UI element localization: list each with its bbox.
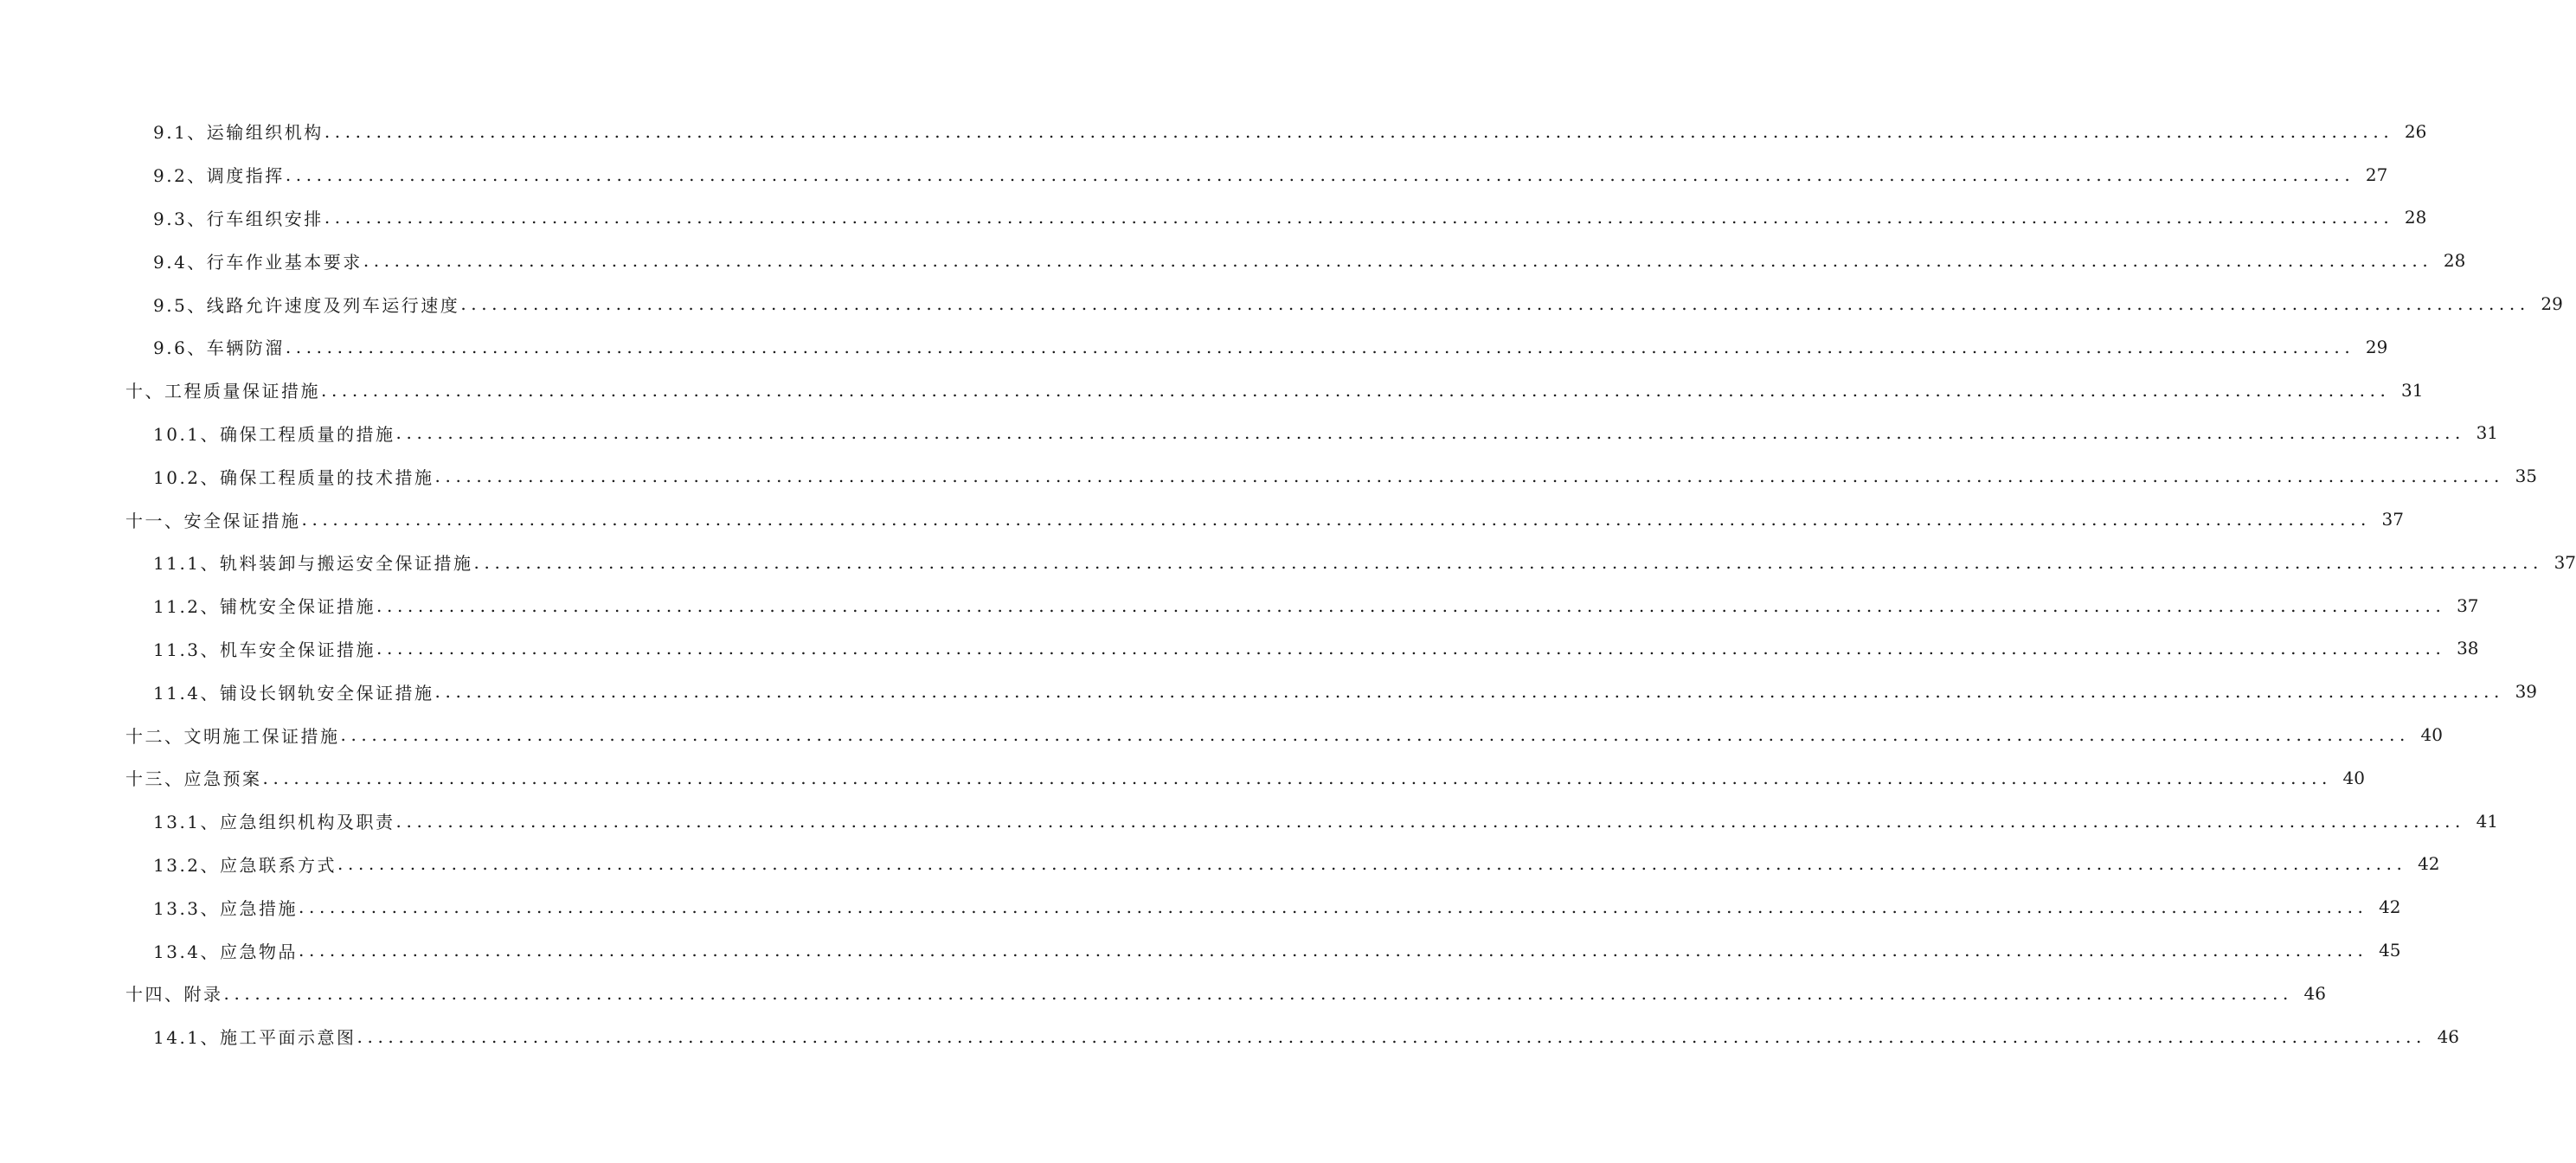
toc-entry-page-number: 37 [2457, 594, 2479, 616]
toc-entry[interactable] [0, 713, 2443, 756]
toc-dot-leader: ........................................................................................................................................................................................................ [301, 509, 2371, 530]
toc-dot-leader: ........................................................................................................................................................................................................ [299, 896, 2368, 918]
toc-entry-title: 十二、文明施工保证措施 [125, 723, 340, 748]
toc-entry-page-number: 40 [2420, 724, 2443, 746]
toc-entry-title: 十四、附录 [125, 980, 223, 1006]
toc-dot-leader: ........................................................................................................................................................................................................ [285, 164, 2355, 185]
toc-dot-leader: ........................................................................................................................................................................................................ [324, 120, 2394, 142]
toc-entry-page-number: 39 [2515, 681, 2538, 703]
toc-entry-page-number: 28 [2443, 250, 2466, 272]
toc-dot-leader: ........................................................................................................................................................................................................ [376, 638, 2446, 659]
toc-entry-title: 十一、安全保证措施 [125, 507, 301, 532]
toc-entry-page-number: 31 [2401, 379, 2424, 401]
toc-entry[interactable] [0, 885, 2401, 928]
toc-entry[interactable] [0, 454, 2538, 498]
toc-entry[interactable] [0, 196, 2427, 240]
toc-entry[interactable] [0, 369, 2424, 412]
toc-entry-page-number: 42 [2418, 853, 2440, 875]
toc-entry-title: 10.1、确保工程质量的措施 [153, 421, 395, 446]
toc-entry-title: 9.2、调度指挥 [153, 162, 285, 187]
toc-entry-page-number: 31 [2476, 422, 2499, 444]
toc-entry-page-number: 45 [2379, 940, 2401, 961]
toc-dot-leader: ........................................................................................................................................................................................................ [299, 940, 2368, 961]
toc-entry[interactable] [0, 670, 2538, 713]
toc-entry-title: 十、工程质量保证措施 [125, 377, 320, 402]
toc-entry-title: 10.2、确保工程质量的技术措施 [153, 464, 434, 489]
toc-entry[interactable] [0, 584, 2479, 627]
toc-entry-page-number: 42 [2379, 896, 2401, 918]
toc-entry[interactable] [0, 843, 2440, 886]
toc-entry[interactable] [0, 627, 2479, 671]
toc-entry-page-number: 28 [2404, 207, 2427, 228]
toc-entry-page-number: 38 [2457, 638, 2479, 659]
toc-entry[interactable] [0, 756, 2365, 800]
toc-entry[interactable] [0, 153, 2388, 196]
toc-entry-page-number: 29 [2365, 336, 2388, 357]
toc-entry[interactable] [0, 325, 2388, 369]
toc-entry[interactable] [0, 1015, 2460, 1058]
toc-entry-page-number: 27 [2365, 164, 2388, 185]
toc-entry-title: 11.3、机车安全保证措施 [153, 636, 376, 661]
table-of-contents [0, 110, 2576, 1058]
toc-entry-title: 14.1、施工平面示意图 [153, 1024, 357, 1049]
toc-entry-page-number: 37 [2381, 509, 2404, 530]
toc-entry[interactable] [0, 498, 2404, 541]
toc-dot-leader: ........................................................................................................................................................................................................ [357, 1025, 2427, 1047]
toc-entry-page-number: 35 [2515, 466, 2538, 487]
toc-entry[interactable] [0, 800, 2499, 843]
toc-entry-page-number: 41 [2476, 810, 2499, 832]
toc-entry[interactable] [0, 110, 2427, 153]
toc-entry[interactable] [0, 541, 2576, 584]
toc-dot-leader: ........................................................................................................................................................................................................ [395, 422, 2466, 444]
toc-entry[interactable] [0, 282, 2563, 325]
toc-entry-page-number: 46 [2437, 1025, 2460, 1047]
toc-dot-leader: ........................................................................................................................................................................................................ [321, 379, 2391, 401]
toc-dot-leader: ........................................................................................................................................................................................................ [460, 293, 2530, 315]
toc-entry-page-number: 26 [2404, 120, 2427, 142]
toc-entry-page-number: 46 [2303, 982, 2326, 1004]
toc-entry-title: 11.1、轨料装卸与搬运安全保证措施 [153, 549, 473, 575]
toc-entry-title: 9.1、运输组织机构 [153, 119, 324, 144]
toc-entry-title: 9.4、行车作业基本要求 [153, 248, 363, 273]
toc-entry-title: 十三、应急预案 [125, 765, 262, 790]
toc-entry[interactable] [0, 412, 2499, 455]
toc-dot-leader: ........................................................................................................................................................................................................ [223, 982, 2293, 1004]
toc-entry-title: 11.4、铺设长钢轨安全保证措施 [153, 679, 434, 704]
toc-dot-leader: ........................................................................................................................................................................................................ [376, 594, 2446, 616]
toc-entry[interactable] [0, 239, 2466, 282]
toc-entry-title: 9.6、车辆防溜 [153, 334, 285, 359]
toc-entry-title: 13.3、应急措施 [153, 895, 298, 920]
toc-dot-leader: ........................................................................................................................................................................................................ [363, 250, 2433, 272]
toc-entry[interactable] [0, 928, 2401, 972]
toc-dot-leader: ........................................................................................................................................................................................................ [285, 336, 2355, 357]
toc-entry-title: 13.1、应急组织机构及职责 [153, 808, 395, 833]
toc-entry-page-number: 37 [2554, 551, 2576, 573]
toc-dot-leader: ........................................................................................................................................................................................................ [434, 681, 2505, 703]
toc-entry[interactable] [0, 972, 2326, 1015]
toc-dot-leader: ........................................................................................................................................................................................................ [324, 207, 2394, 228]
toc-entry-title: 13.2、应急联系方式 [153, 851, 337, 877]
toc-dot-leader: ........................................................................................................................................................................................................ [395, 810, 2466, 832]
toc-dot-leader: ........................................................................................................................................................................................................ [337, 853, 2407, 875]
toc-entry-title: 13.4、应急物品 [153, 938, 298, 963]
toc-dot-leader: ........................................................................................................................................................................................................ [473, 551, 2544, 573]
toc-dot-leader: ........................................................................................................................................................................................................ [262, 767, 2332, 788]
toc-dot-leader: ........................................................................................................................................................................................................ [434, 466, 2505, 487]
toc-entry-title: 11.2、铺枕安全保证措施 [153, 593, 376, 618]
toc-entry-title: 9.5、线路允许速度及列车运行速度 [153, 292, 459, 317]
toc-entry-page-number: 40 [2342, 767, 2365, 788]
toc-entry-title: 9.3、行车组织安排 [153, 205, 324, 230]
toc-dot-leader: ........................................................................................................................................................................................................ [340, 724, 2410, 746]
toc-entry-page-number: 29 [2541, 293, 2563, 315]
